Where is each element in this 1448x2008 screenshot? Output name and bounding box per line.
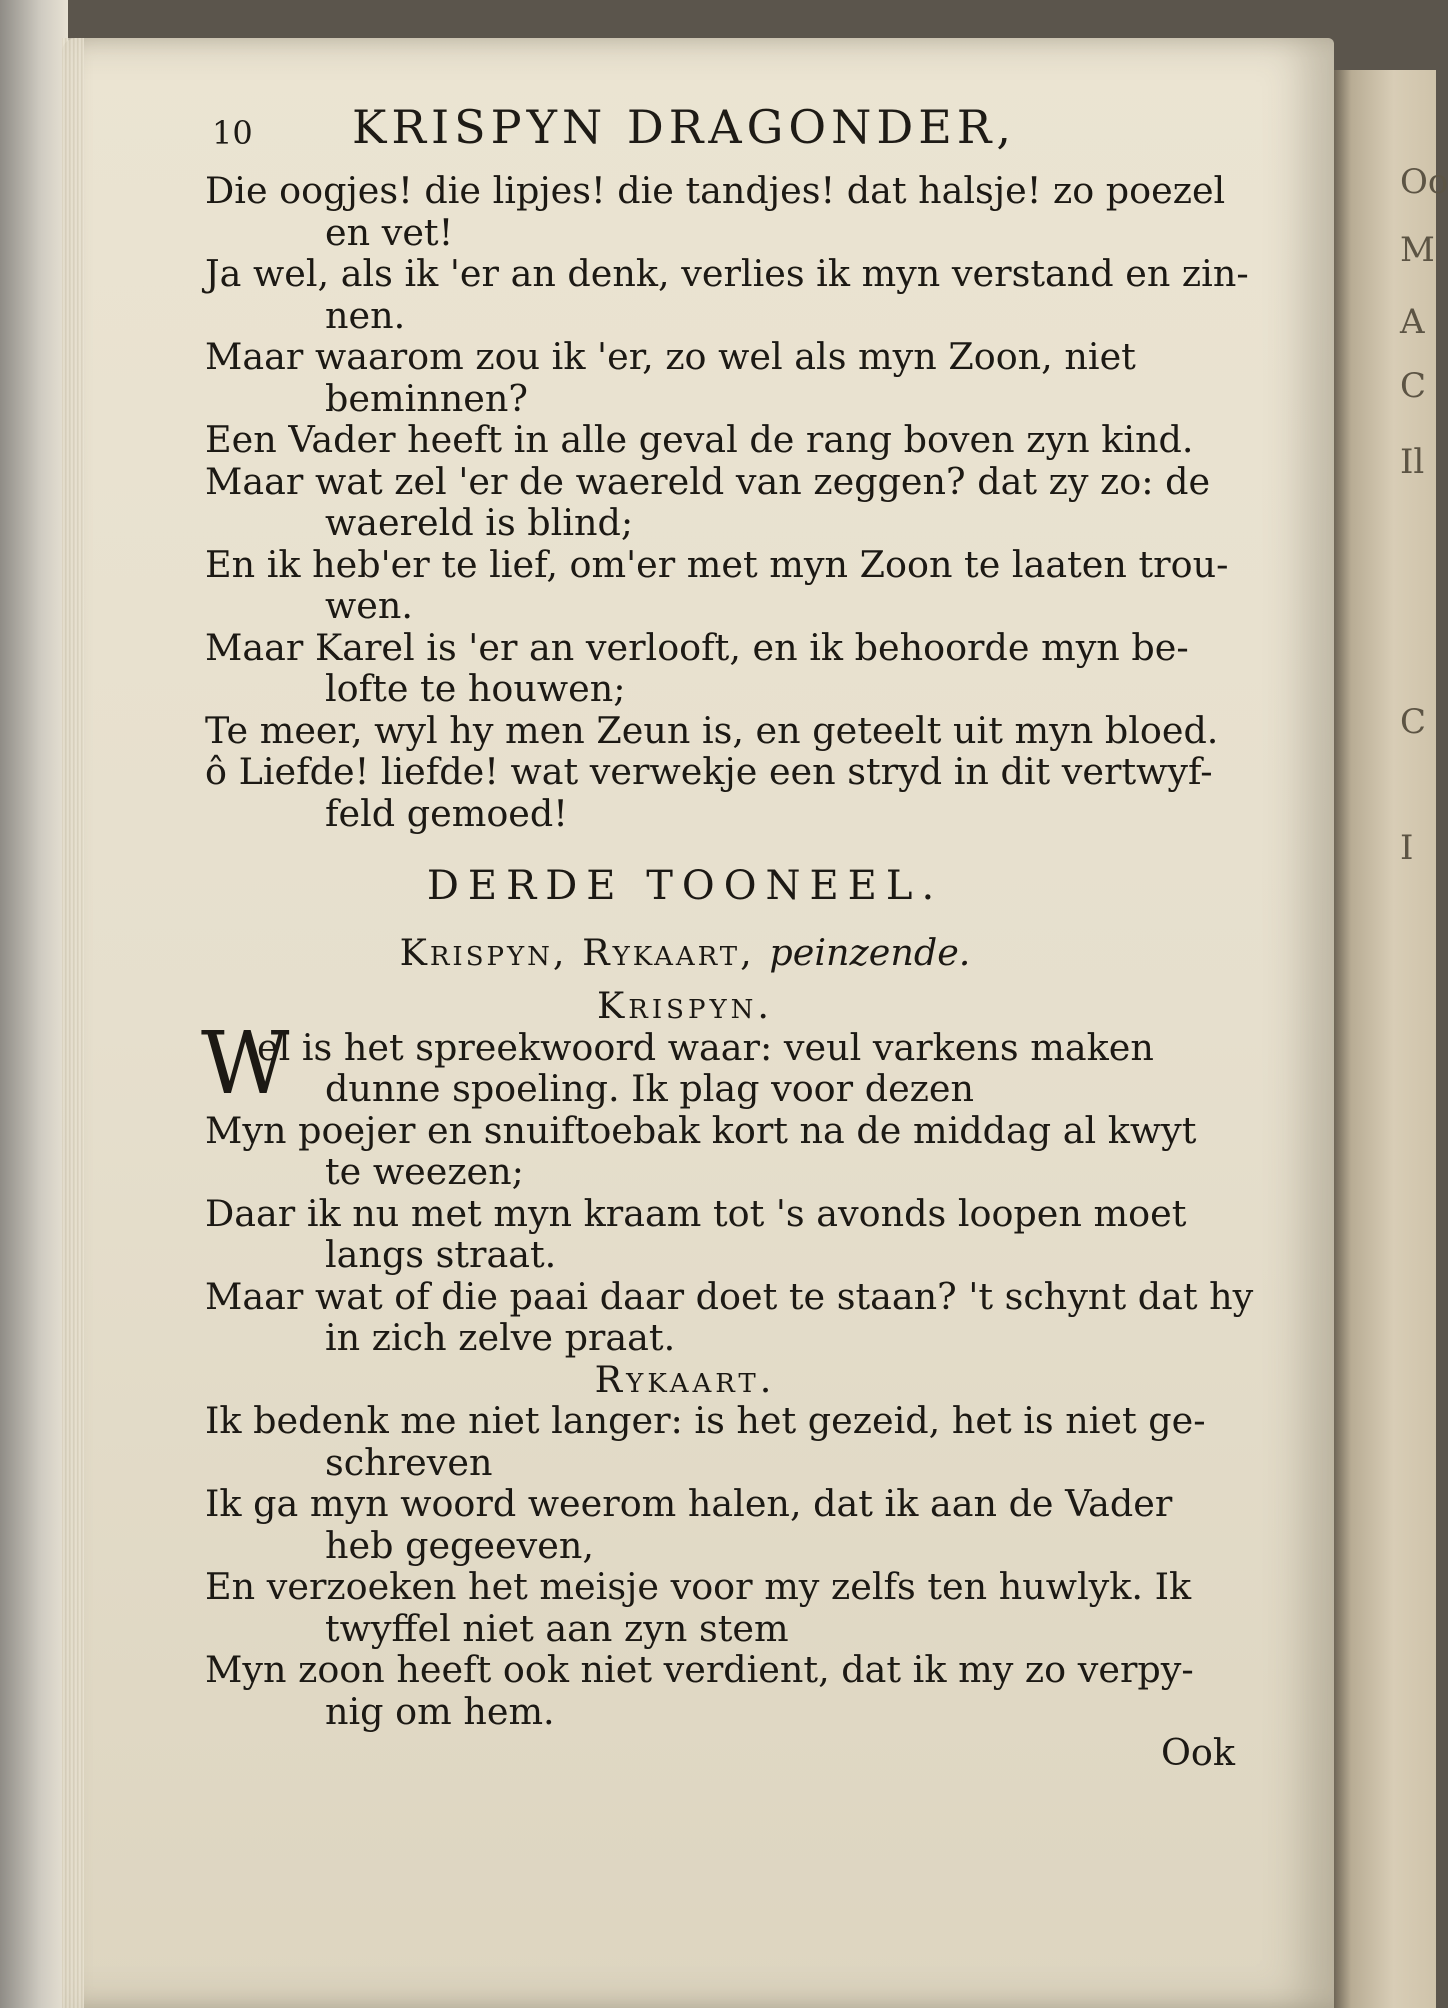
cast-stage-direction: peinzende. — [769, 930, 971, 974]
verse-line: Te meer, wyl hy men Zeun is, en geteelt uit myn bloed. — [205, 708, 1219, 752]
verse-block-monologue — [205, 169, 1249, 835]
cast-list — [205, 932, 1235, 974]
verse-line: En ik heb'er te lief, om'er met myn Zoon te laaten trou- — [205, 542, 1229, 586]
verse-line-continuation: nig om hem. — [325, 1689, 555, 1733]
verse-line-continuation: in zich zelve praat. — [325, 1316, 676, 1359]
verse-line-continuation: te weezen; — [325, 1150, 524, 1193]
scene-heading: DERDE TOONEEL. — [426, 863, 944, 909]
verse-line-continuation: beminnen? — [325, 376, 528, 420]
verse-line: Myn zoon heeft ook niet verdient, dat ik my zo verpy- — [205, 1648, 1194, 1691]
verse-line-continuation: langs straat. — [325, 1233, 557, 1276]
verse-line: Maar waarom zou ik 'er, zo wel als myn Zoon, niet — [205, 335, 1136, 378]
facing-fragment: I — [1400, 828, 1414, 868]
speaker-name: Rykaart. — [594, 1357, 776, 1401]
verse-block-speech-1 — [205, 1025, 1254, 1359]
verse-line: Maar Karel is 'er an verlooft, en ik behoorde myn be- — [205, 625, 1189, 669]
verse-line-continuation: twyffel niet aan zyn stem — [325, 1606, 789, 1650]
facing-page-edge — [1330, 70, 1448, 2008]
page-number: 10 — [212, 114, 253, 152]
verse-line: Ik ga myn woord weerom halen, dat ik aan de Vader — [205, 1482, 1173, 1525]
cast-names: Krispyn, Rykaart, — [399, 930, 755, 974]
verse-line: Maar wat zel 'er de waereld van zeggen? dat zy zo: de — [205, 459, 1211, 503]
facing-fragment: C — [1400, 366, 1427, 406]
verse-line: Ja wel, als ik 'er an denk, verlies ik myn verstand en zin- — [205, 252, 1249, 295]
verse-line-continuation: feld gemoed! — [325, 791, 568, 835]
speaker-name: Krispyn. — [597, 984, 773, 1027]
verse-line-continuation: en vet! — [325, 210, 454, 254]
verse-line: Een Vader heeft in alle geval de rang boven zyn kind. — [205, 418, 1194, 461]
verse-line-continuation: lofte te houwen; — [325, 667, 626, 710]
verse-line-continuation: nen. — [325, 293, 406, 337]
facing-fragment: A — [1400, 302, 1425, 342]
verse-line-continuation: schreven — [325, 1440, 493, 1484]
page-text — [201, 169, 1254, 1774]
speech-krispyn — [201, 1013, 1254, 1359]
facing-fragment: Il — [1400, 442, 1425, 482]
drop-capital: W — [201, 1013, 290, 1114]
catchword: Ook — [1160, 1731, 1235, 1774]
running-title: KRISPYN DRAGONDER, — [352, 100, 1017, 154]
background-left-margin — [0, 0, 68, 2008]
verse-line: En verzoeken het meisje voor my zelfs ten huwlyk. Ik — [205, 1565, 1192, 1608]
verse-line: Ik bedenk me niet langer: is het gezeid, het is niet ge- — [205, 1399, 1206, 1442]
facing-fragment: Oo — [1400, 162, 1448, 202]
facing-fragment: C — [1400, 702, 1427, 742]
verse-line-continuation: waereld is blind; — [325, 501, 634, 544]
verse-block-speech-2 — [205, 1400, 1235, 1732]
verse-line-continuation: dunne spoeling. Ik plag voor dezen — [325, 1067, 975, 1110]
verse-line: Daar ik nu met myn kraam tot 's avonds loopen moet — [205, 1191, 1187, 1235]
verse-line: ô Liefde! liefde! wat verwekje een stryd in dit vertwyf- — [205, 750, 1213, 793]
verse-line-continuation: heb gegeeven, — [325, 1523, 594, 1567]
facing-fragment: M — [1400, 230, 1435, 270]
verse-line: Die oogjes! die lipjes! die tandjes! dat halsje! zo poezel — [205, 169, 1226, 212]
verse-line: el is het spreekwoord waar: veul varkens maken — [257, 1025, 1154, 1069]
verse-line: Myn poejer en snuiftoebak kort na de middag al kwyt — [205, 1108, 1197, 1152]
verse-line: Maar wat of die paai daar doet te staan? 't schynt dat hy — [205, 1274, 1254, 1318]
verse-line-continuation: wen. — [325, 584, 413, 627]
